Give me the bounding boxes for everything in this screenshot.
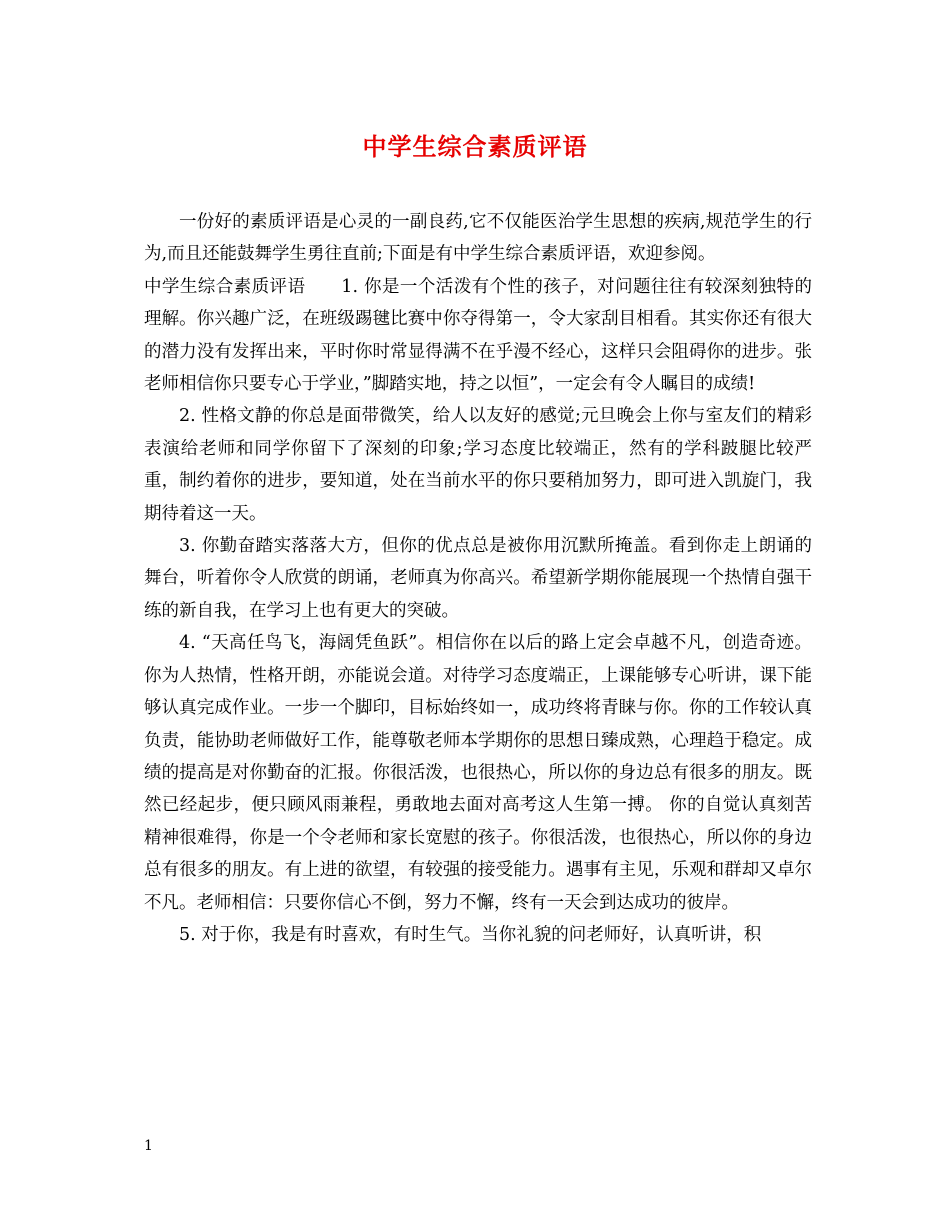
comment-item-5: 5. 对于你，我是有时喜欢，有时生气。当你礼貌的问老师好，认真听讲，积 xyxy=(179,924,762,945)
intro-paragraph: 一份好的素质评语是心灵的一副良药,它不仅能医治学生思想的疾病,规范学生的行为,而且还能鼓舞学生勇往直前;下面是有中学生综合素质评语，欢迎参阅。 xyxy=(144,212,812,265)
page-number: 1 xyxy=(144,1138,153,1154)
comment-item-1: 中学生综合素质评语 1. 你是一个活泼有个性的孩子，对问题往往有较深刻独特的理解。你兴趣广泛，在班级踢毽比赛中你夺得第一，令大家刮目相看。其实你还有很大的潜力没有发挥出来，平时你时常显得满不在乎漫不经心，这样只会阻碍你的进步。张老师相信你只要专心于学业，”脚踏实地，持之以恒”，一定会有令人瞩目的成绩! xyxy=(144,276,812,395)
comment-item-2: 2. 性格文静的你总是面带微笑，给人以友好的感觉;元旦晚会上你与室友们的精彩表演给老师和同学你留下了深刻的印象;学习态度比较端正，然有的学科跛腿比较严重，制约着你的进步，要知道，处在当前水平的你只要稍加努力，即可进入凯旋门，我期待着这一天。 xyxy=(144,406,812,524)
comment-item-4: 4. “天高任鸟飞，海阔凭鱼跃”。相信你在以后的路上定会卓越不凡，创造奇迹。你为人热情，性格开朗，亦能说会道。对待学习态度端正，上课能够专心听讲，课下能够认真完成作业。一步一个脚印，目标始终如一，成功终将青睐与你。你的工作较认真负责，能协助老师做好工作，能尊敬老师本学期你的思想日臻成熟，心理趋于稳定。成绩的提高是对你勤奋的汇报。你很活泼，也很热心，所以你的身边总有很多的朋友。既然已经起步，便只顾风雨兼程，勇敢地去面对高考这人生第一搏。 你的自觉认真刻苦精神很难得，你是一个令老师和家长宽慰的孩子。你很活泼，也很热心，所以你的身边总有很多的朋友。有上进的欲望，有较强的接受能力。遇事有主见，乐观和群却又卓尔不凡。老师相信：只要你信心不倒，努力不懈，终有一天会到达成功的彼岸。 xyxy=(144,633,812,913)
comment-item-3: 3. 你勤奋踏实落落大方，但你的优点总是被你用沉默所掩盖。看到你走上朗诵的舞台，听着你令人欣赏的朗诵，老师真为你高兴。希望新学期你能展现一个热情自强干练的新自我，在学习上也有更大的突破。 xyxy=(144,536,812,621)
document-title: 中学生综合素质评语 xyxy=(362,132,588,161)
document-body xyxy=(144,206,812,951)
